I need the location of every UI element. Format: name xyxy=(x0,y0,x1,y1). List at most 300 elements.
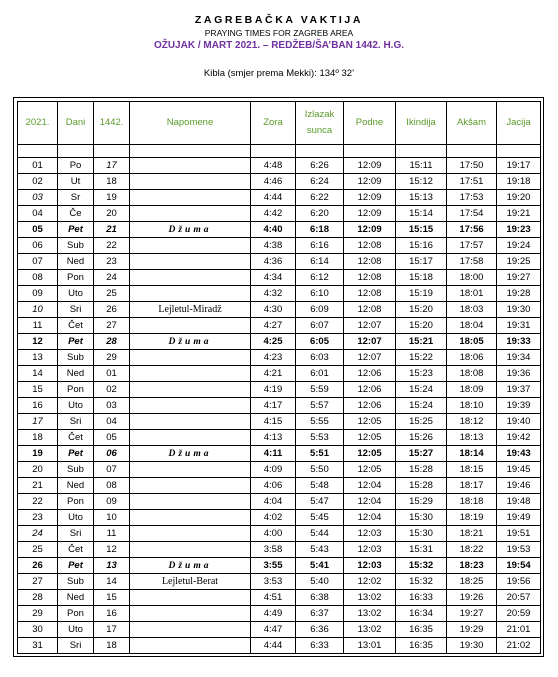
hijri-day-cell: 04 xyxy=(94,414,130,430)
jacija-cell: 19:43 xyxy=(497,446,541,462)
note-cell: Džuma xyxy=(130,222,251,238)
zora-cell: 4:13 xyxy=(251,430,296,446)
jacija-cell: 19:51 xyxy=(497,526,541,542)
hijri-day-cell: 21 xyxy=(94,222,130,238)
date-cell: 24 xyxy=(18,526,58,542)
podne-cell: 12:09 xyxy=(344,174,396,190)
aksam-cell: 18:05 xyxy=(447,334,497,350)
podne-cell: 12:09 xyxy=(344,158,396,174)
zora-cell: 4:09 xyxy=(251,462,296,478)
weekday-cell: Čet xyxy=(58,318,94,334)
zora-cell: 4:51 xyxy=(251,590,296,606)
header-row xyxy=(18,102,541,145)
table-row xyxy=(18,398,541,414)
table-row xyxy=(18,638,541,654)
zora-cell: 4:27 xyxy=(251,318,296,334)
aksam-cell: 17:54 xyxy=(447,206,497,222)
table-body xyxy=(18,158,541,654)
col-header: Podne xyxy=(344,102,396,145)
zora-cell: 4:44 xyxy=(251,190,296,206)
aksam-cell: 18:18 xyxy=(447,494,497,510)
table-row xyxy=(18,302,541,318)
hijri-day-cell: 01 xyxy=(94,366,130,382)
zora-cell: 4:42 xyxy=(251,206,296,222)
sunrise-cell: 6:36 xyxy=(296,622,344,638)
podne-cell: 12:07 xyxy=(344,350,396,366)
weekday-cell: Sri xyxy=(58,526,94,542)
jacija-cell: 19:17 xyxy=(497,158,541,174)
zora-cell: 4:02 xyxy=(251,510,296,526)
aksam-cell: 18:04 xyxy=(447,318,497,334)
aksam-cell: 18:21 xyxy=(447,526,497,542)
sunrise-cell: 6:22 xyxy=(296,190,344,206)
ikindija-cell: 15:22 xyxy=(396,350,447,366)
podne-cell: 13:02 xyxy=(344,606,396,622)
ikindija-cell: 15:17 xyxy=(396,254,447,270)
sunrise-cell: 6:03 xyxy=(296,350,344,366)
ikindija-cell: 15:20 xyxy=(396,302,447,318)
zora-cell: 3:53 xyxy=(251,574,296,590)
weekday-cell: Ned xyxy=(58,366,94,382)
zora-cell: 4:46 xyxy=(251,174,296,190)
zora-cell: 4:23 xyxy=(251,350,296,366)
jacija-cell: 19:30 xyxy=(497,302,541,318)
podne-cell: 12:05 xyxy=(344,446,396,462)
hijri-day-cell: 27 xyxy=(94,318,130,334)
weekday-cell: Sr xyxy=(58,190,94,206)
ikindija-cell: 16:35 xyxy=(396,622,447,638)
podne-cell: 13:02 xyxy=(344,590,396,606)
note-cell xyxy=(130,270,251,286)
note-cell: Džuma xyxy=(130,334,251,350)
date-cell: 05 xyxy=(18,222,58,238)
podne-cell: 12:03 xyxy=(344,542,396,558)
note-cell: Džuma xyxy=(130,446,251,462)
jacija-cell: 19:46 xyxy=(497,478,541,494)
note-cell xyxy=(130,238,251,254)
ikindija-cell: 15:29 xyxy=(396,494,447,510)
ikindija-cell: 15:28 xyxy=(396,462,447,478)
table-row xyxy=(18,222,541,238)
table-row xyxy=(18,430,541,446)
aksam-cell: 18:14 xyxy=(447,446,497,462)
podne-cell: 12:05 xyxy=(344,414,396,430)
weekday-cell: Sub xyxy=(58,350,94,366)
ikindija-cell: 15:12 xyxy=(396,174,447,190)
ikindija-cell: 15:14 xyxy=(396,206,447,222)
note-cell xyxy=(130,382,251,398)
hijri-day-cell: 02 xyxy=(94,382,130,398)
jacija-cell: 19:27 xyxy=(497,270,541,286)
weekday-cell: Čet xyxy=(58,542,94,558)
jacija-cell: 19:36 xyxy=(497,366,541,382)
date-cell: 31 xyxy=(18,638,58,654)
table-row xyxy=(18,174,541,190)
table-row xyxy=(18,158,541,174)
col-header: Akšam xyxy=(447,102,497,145)
podne-cell: 12:09 xyxy=(344,222,396,238)
weekday-cell: Po xyxy=(58,158,94,174)
jacija-cell: 19:48 xyxy=(497,494,541,510)
zora-cell: 4:47 xyxy=(251,622,296,638)
sunrise-cell: 5:45 xyxy=(296,510,344,526)
sunrise-cell: 6:01 xyxy=(296,366,344,382)
date-cell: 11 xyxy=(18,318,58,334)
date-cell: 23 xyxy=(18,510,58,526)
ikindija-cell: 15:25 xyxy=(396,414,447,430)
note-cell xyxy=(130,254,251,270)
hijri-day-cell: 28 xyxy=(94,334,130,350)
date-cell: 10 xyxy=(18,302,58,318)
jacija-cell: 19:25 xyxy=(497,254,541,270)
aksam-cell: 18:19 xyxy=(447,510,497,526)
note-cell xyxy=(130,398,251,414)
sunrise-cell: 6:10 xyxy=(296,286,344,302)
ikindija-cell: 15:16 xyxy=(396,238,447,254)
table-row xyxy=(18,366,541,382)
weekday-cell: Pon xyxy=(58,494,94,510)
weekday-cell: Pet xyxy=(58,334,94,350)
col-header: Zora xyxy=(251,102,296,145)
weekday-cell: Ned xyxy=(58,590,94,606)
weekday-cell: Ut xyxy=(58,174,94,190)
zora-cell: 4:25 xyxy=(251,334,296,350)
date-cell: 19 xyxy=(18,446,58,462)
sunrise-cell: 6:33 xyxy=(296,638,344,654)
hijri-day-cell: 14 xyxy=(94,574,130,590)
date-cell: 18 xyxy=(18,430,58,446)
note-cell xyxy=(130,638,251,654)
podne-cell: 12:03 xyxy=(344,526,396,542)
hijri-day-cell: 29 xyxy=(94,350,130,366)
aksam-cell: 18:15 xyxy=(447,462,497,478)
note-cell xyxy=(130,622,251,638)
weekday-cell: Uto xyxy=(58,622,94,638)
month-line: OŽUJAK / MART 2021. – REDŽEB/ŠA’BAN 1442. H.G. xyxy=(153,40,405,51)
hijri-day-cell: 10 xyxy=(94,510,130,526)
aksam-cell: 18:03 xyxy=(447,302,497,318)
podne-cell: 12:09 xyxy=(344,190,396,206)
zora-cell: 4:48 xyxy=(251,158,296,174)
hijri-day-cell: 22 xyxy=(94,238,130,254)
weekday-cell: Sri xyxy=(58,414,94,430)
date-cell: 30 xyxy=(18,622,58,638)
jacija-cell: 19:40 xyxy=(497,414,541,430)
jacija-cell: 20:57 xyxy=(497,590,541,606)
note-cell xyxy=(130,462,251,478)
date-cell: 21 xyxy=(18,478,58,494)
date-cell: 14 xyxy=(18,366,58,382)
hijri-day-cell: 23 xyxy=(94,254,130,270)
hijri-day-cell: 16 xyxy=(94,606,130,622)
hijri-day-cell: 18 xyxy=(94,174,130,190)
podne-cell: 12:06 xyxy=(344,382,396,398)
date-cell: 26 xyxy=(18,558,58,574)
sunrise-cell: 5:48 xyxy=(296,478,344,494)
note-cell xyxy=(130,606,251,622)
weekday-cell: Pon xyxy=(58,270,94,286)
hijri-day-cell: 18 xyxy=(94,638,130,654)
note-cell xyxy=(130,190,251,206)
table-row xyxy=(18,446,541,462)
aksam-cell: 18:22 xyxy=(447,542,497,558)
note-cell: Lejletul-Berat xyxy=(130,574,251,590)
hijri-day-cell: 05 xyxy=(94,430,130,446)
ikindija-cell: 16:35 xyxy=(396,638,447,654)
table-row xyxy=(18,542,541,558)
zora-cell: 4:49 xyxy=(251,606,296,622)
hijri-day-cell: 13 xyxy=(94,558,130,574)
table-row xyxy=(18,190,541,206)
sunrise-cell: 6:14 xyxy=(296,254,344,270)
aksam-cell: 18:25 xyxy=(447,574,497,590)
ikindija-cell: 15:13 xyxy=(396,190,447,206)
table-row xyxy=(18,254,541,270)
zora-cell: 4:30 xyxy=(251,302,296,318)
prayer-times-table xyxy=(17,101,541,654)
weekday-cell: Uto xyxy=(58,286,94,302)
hijri-day-cell: 08 xyxy=(94,478,130,494)
ikindija-cell: 15:32 xyxy=(396,558,447,574)
hijri-day-cell: 03 xyxy=(94,398,130,414)
podne-cell: 12:08 xyxy=(344,286,396,302)
weekday-cell: Pon xyxy=(58,382,94,398)
weekday-cell: Če xyxy=(58,206,94,222)
col-header: Jacija xyxy=(497,102,541,145)
sunrise-cell: 6:24 xyxy=(296,174,344,190)
ikindija-cell: 15:30 xyxy=(396,526,447,542)
note-cell xyxy=(130,158,251,174)
weekday-cell: Pon xyxy=(58,606,94,622)
podne-cell: 13:02 xyxy=(344,622,396,638)
table-row xyxy=(18,286,541,302)
zora-cell: 4:11 xyxy=(251,446,296,462)
zora-cell: 4:00 xyxy=(251,526,296,542)
ikindija-cell: 15:15 xyxy=(396,222,447,238)
hijri-day-cell: 20 xyxy=(94,206,130,222)
table-row xyxy=(18,526,541,542)
note-cell xyxy=(130,494,251,510)
aksam-cell: 18:09 xyxy=(447,382,497,398)
col-header: Izlazak sunca xyxy=(296,102,344,145)
sunrise-cell: 6:37 xyxy=(296,606,344,622)
page-header xyxy=(0,14,558,53)
weekday-cell: Sub xyxy=(58,574,94,590)
table-row xyxy=(18,494,541,510)
sunrise-cell: 5:44 xyxy=(296,526,344,542)
date-cell: 25 xyxy=(18,542,58,558)
date-cell: 02 xyxy=(18,174,58,190)
jacija-cell: 21:02 xyxy=(497,638,541,654)
date-cell: 01 xyxy=(18,158,58,174)
sunrise-cell: 5:41 xyxy=(296,558,344,574)
table-row xyxy=(18,606,541,622)
zora-cell: 4:32 xyxy=(251,286,296,302)
aksam-cell: 18:10 xyxy=(447,398,497,414)
hijri-day-cell: 17 xyxy=(94,158,130,174)
table-row xyxy=(18,558,541,574)
sunrise-cell: 6:09 xyxy=(296,302,344,318)
jacija-cell: 19:21 xyxy=(497,206,541,222)
hijri-day-cell: 06 xyxy=(94,446,130,462)
weekday-cell: Sub xyxy=(58,462,94,478)
zora-cell: 4:44 xyxy=(251,638,296,654)
aksam-cell: 17:57 xyxy=(447,238,497,254)
podne-cell: 12:08 xyxy=(344,302,396,318)
date-cell: 29 xyxy=(18,606,58,622)
note-cell xyxy=(130,414,251,430)
sunrise-cell: 5:43 xyxy=(296,542,344,558)
podne-cell: 12:08 xyxy=(344,238,396,254)
sunrise-cell: 5:55 xyxy=(296,414,344,430)
weekday-cell: Pet xyxy=(58,558,94,574)
hijri-day-cell: 12 xyxy=(94,542,130,558)
zora-cell: 4:19 xyxy=(251,382,296,398)
jacija-cell: 19:23 xyxy=(497,222,541,238)
hijri-day-cell: 17 xyxy=(94,622,130,638)
date-cell: 06 xyxy=(18,238,58,254)
jacija-cell: 19:18 xyxy=(497,174,541,190)
date-cell: 27 xyxy=(18,574,58,590)
ikindija-cell: 16:34 xyxy=(396,606,447,622)
sunrise-cell: 6:18 xyxy=(296,222,344,238)
col-header: 2021. xyxy=(18,102,58,145)
col-header: Napomene xyxy=(130,102,251,145)
ikindija-cell: 15:20 xyxy=(396,318,447,334)
jacija-cell: 19:28 xyxy=(497,286,541,302)
podne-cell: 12:09 xyxy=(344,206,396,222)
weekday-cell: Uto xyxy=(58,398,94,414)
note-cell xyxy=(130,366,251,382)
date-cell: 15 xyxy=(18,382,58,398)
date-cell: 09 xyxy=(18,286,58,302)
table-row xyxy=(18,206,541,222)
table-row xyxy=(18,574,541,590)
note-cell xyxy=(130,478,251,494)
sunrise-cell: 5:40 xyxy=(296,574,344,590)
date-cell: 07 xyxy=(18,254,58,270)
date-cell: 13 xyxy=(18,350,58,366)
table-row xyxy=(18,622,541,638)
weekday-cell: Uto xyxy=(58,510,94,526)
ikindija-cell: 16:33 xyxy=(396,590,447,606)
aksam-cell: 19:26 xyxy=(447,590,497,606)
kibla-direction: Kibla (smjer prema Mekki): 134º 32’ xyxy=(203,68,355,79)
table-row xyxy=(18,590,541,606)
date-cell: 20 xyxy=(18,462,58,478)
weekday-cell: Ned xyxy=(58,254,94,270)
table-row xyxy=(18,414,541,430)
aksam-cell: 19:30 xyxy=(447,638,497,654)
jacija-cell: 19:24 xyxy=(497,238,541,254)
date-cell: 22 xyxy=(18,494,58,510)
hijri-day-cell: 24 xyxy=(94,270,130,286)
sunrise-cell: 5:59 xyxy=(296,382,344,398)
table-row xyxy=(18,238,541,254)
hijri-day-cell: 15 xyxy=(94,590,130,606)
note-cell xyxy=(130,542,251,558)
zora-cell: 4:15 xyxy=(251,414,296,430)
sunrise-cell: 6:16 xyxy=(296,238,344,254)
podne-cell: 12:04 xyxy=(344,478,396,494)
ikindija-cell: 15:31 xyxy=(396,542,447,558)
aksam-cell: 18:01 xyxy=(447,286,497,302)
zora-cell: 4:21 xyxy=(251,366,296,382)
aksam-cell: 18:06 xyxy=(447,350,497,366)
hijri-day-cell: 07 xyxy=(94,462,130,478)
weekday-cell: Sri xyxy=(58,302,94,318)
page-subtitle: PRAYING TIMES FOR ZAGREB AREA xyxy=(204,28,354,38)
table-row xyxy=(18,270,541,286)
ikindija-cell: 15:23 xyxy=(396,366,447,382)
sunrise-cell: 5:47 xyxy=(296,494,344,510)
note-cell xyxy=(130,590,251,606)
jacija-cell: 19:31 xyxy=(497,318,541,334)
jacija-cell: 19:45 xyxy=(497,462,541,478)
aksam-cell: 18:12 xyxy=(447,414,497,430)
podne-cell: 12:04 xyxy=(344,510,396,526)
zora-cell: 3:58 xyxy=(251,542,296,558)
date-cell: 04 xyxy=(18,206,58,222)
aksam-cell: 18:08 xyxy=(447,366,497,382)
hijri-day-cell: 25 xyxy=(94,286,130,302)
podne-cell: 12:07 xyxy=(344,318,396,334)
aksam-cell: 17:58 xyxy=(447,254,497,270)
zora-cell: 3:55 xyxy=(251,558,296,574)
hijri-day-cell: 19 xyxy=(94,190,130,206)
podne-cell: 13:01 xyxy=(344,638,396,654)
sunrise-cell: 5:57 xyxy=(296,398,344,414)
zora-cell: 4:36 xyxy=(251,254,296,270)
podne-cell: 12:08 xyxy=(344,270,396,286)
note-cell xyxy=(130,174,251,190)
table-row xyxy=(18,478,541,494)
ikindija-cell: 15:18 xyxy=(396,270,447,286)
aksam-cell: 18:17 xyxy=(447,478,497,494)
sunrise-cell: 5:50 xyxy=(296,462,344,478)
note-cell xyxy=(130,350,251,366)
ikindija-cell: 15:26 xyxy=(396,430,447,446)
date-cell: 16 xyxy=(18,398,58,414)
podne-cell: 12:02 xyxy=(344,574,396,590)
jacija-cell: 19:33 xyxy=(497,334,541,350)
weekday-cell: Pet xyxy=(58,222,94,238)
sunrise-cell: 6:05 xyxy=(296,334,344,350)
aksam-cell: 17:53 xyxy=(447,190,497,206)
ikindija-cell: 15:30 xyxy=(396,510,447,526)
aksam-cell: 17:51 xyxy=(447,174,497,190)
podne-cell: 12:07 xyxy=(344,334,396,350)
podne-cell: 12:06 xyxy=(344,398,396,414)
date-cell: 17 xyxy=(18,414,58,430)
date-cell: 12 xyxy=(18,334,58,350)
page-title: ZAGREBAČKA VAKTIJA xyxy=(194,14,364,26)
ikindija-cell: 15:27 xyxy=(396,446,447,462)
ikindija-cell: 15:24 xyxy=(396,398,447,414)
note-cell: Džuma xyxy=(130,558,251,574)
sunrise-cell: 5:51 xyxy=(296,446,344,462)
podne-cell: 12:03 xyxy=(344,558,396,574)
hijri-day-cell: 26 xyxy=(94,302,130,318)
sunrise-cell: 6:07 xyxy=(296,318,344,334)
zora-cell: 4:17 xyxy=(251,398,296,414)
sunrise-cell: 6:12 xyxy=(296,270,344,286)
zora-cell: 4:06 xyxy=(251,478,296,494)
hijri-day-cell: 09 xyxy=(94,494,130,510)
date-cell: 08 xyxy=(18,270,58,286)
podne-cell: 12:05 xyxy=(344,462,396,478)
note-cell xyxy=(130,286,251,302)
